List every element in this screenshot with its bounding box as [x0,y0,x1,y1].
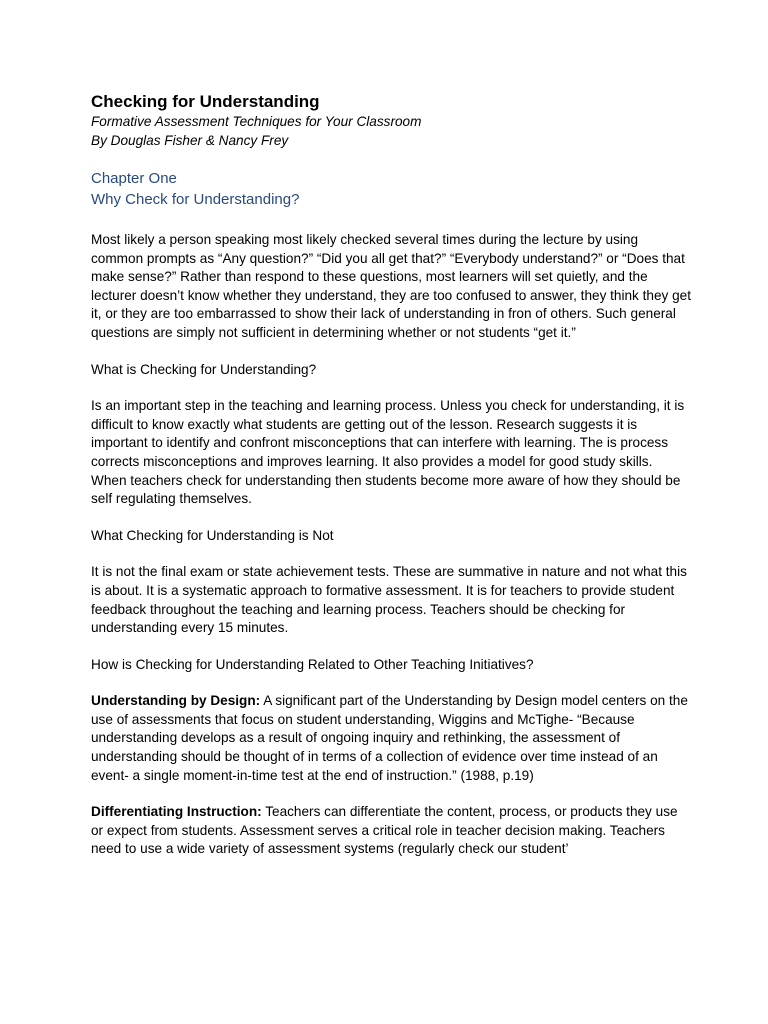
ubd-paragraph [91,692,691,785]
document-title: Checking for Understanding [91,92,320,111]
section-heading: What is Checking for Understanding? [91,361,317,377]
ubd-label: Understanding by Design: [91,693,261,709]
section-heading: What Checking for Understanding is Not [91,527,334,543]
chapter-number: Chapter One [91,170,177,187]
ubd-body: A significant part of the Understanding by Design model centers on the use of assessments that focus on student understanding, Wiggins and McTighe- “Because understanding develops as a result of ongoing inquiry and rethinking, the assessment of understanding should be thought of in terms of a collection of evidence over time instead of an event- a single moment-in-time test at the end of instruction.” (1988, p.19) [91,693,688,783]
document-authors: By Douglas Fisher & Nancy Frey [91,133,289,148]
di-paragraph [91,803,691,859]
di-label: Differentiating Instruction: [91,804,262,820]
document-subtitle: Formative Assessment Techniques for Your Classroom [91,114,422,129]
intro-paragraph: Most likely a person speaking most likely checked several times during the lecture by using common prompts as “Any question?” “Did you all get that?” “Everybody understand?” or “Does that make sense?” Rather than respond to these questions, most learners will set quietly, and the lecturer doesn’t know whether they understand, they are too confused to answer, they think they get it, or they are too embarrassed to show their lack of understanding in fron of others. Such general questions are simply not sufficient in determining whether or not students “get it.” [91,232,691,340]
section-body: Is an important step in the teaching and learning process. Unless you check for understanding, it is difficult to know exactly what students are getting out of the lesson. Research suggests it is important to identify and confront misconceptions that can interfere with learning. The is process corrects misconceptions and improves learning. It also provides a model for good study skills. When teachers check for understanding then students become more aware of how they should be self regulating themselves. [91,398,685,507]
di-body: Teachers can differentiate the content, process, or products they use or expect from students. Assessment serves a critical role in teacher decision making. Teachers need to use a wide variety of assessment systems (regularly check our student’ [91,804,678,857]
chapter-title: Why Check for Understanding? [91,191,300,208]
section-heading: How is Checking for Understanding Related to Other Teaching Initiatives? [91,656,534,672]
document-page [91,92,691,859]
section-body: It is not the final exam or state achievement tests. These are summative in nature and not what this is about. It is a systematic approach to formative assessment. It is for teachers to provide student feedback throughout the teaching and learning process. Teachers should be checking for understanding every 15 minutes. [91,564,687,636]
